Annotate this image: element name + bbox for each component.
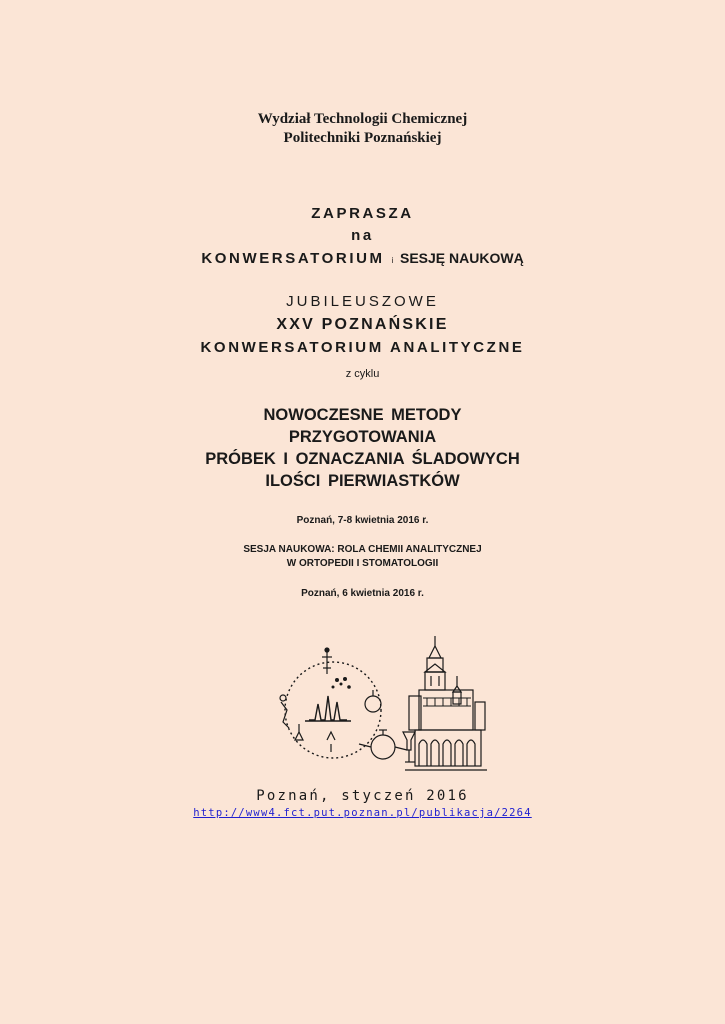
event-date: Poznań, 7-8 kwietnia 2016 r.	[296, 515, 429, 526]
series-label: z cyklu	[345, 368, 380, 380]
publication-link[interactable]: http://www4.fct.put.poznan.pl/publikacja/2264	[193, 807, 532, 819]
arcades	[415, 730, 481, 766]
series-title-line1: NOWOCZESNE METODY	[263, 406, 462, 424]
session-title-line2: W ORTOPEDII I STOMATOLOGII	[286, 558, 439, 569]
session-date: Poznań, 6 kwietnia 2016 r.	[301, 588, 424, 599]
faculty-name: Wydział Technologii Chemicznej	[257, 111, 468, 127]
jubilee-label: JUBILEUSZOWE	[286, 293, 439, 310]
cluster-top	[332, 677, 351, 689]
chemistry-poznan-town-hall-illustration	[275, 632, 490, 774]
jubilee-edition: XXV POZNAŃSKIE	[276, 316, 449, 333]
series-title-line2: PRZYGOTOWANIA	[288, 428, 437, 446]
series-title-line3: PRÓBEK I OZNACZANIA ŚLADOWYCH	[205, 450, 520, 468]
invite-event-line	[0, 248, 725, 271]
burner-icon	[322, 648, 332, 674]
bottom-center-figure	[327, 732, 335, 752]
dotted-cycle-circle	[285, 662, 381, 758]
bottom-left-figure	[295, 724, 303, 740]
distillation-flask-icon	[359, 730, 407, 759]
invite-i: i	[391, 256, 394, 265]
town-hall-building	[405, 636, 487, 770]
series-title-line4: ILOŚCI PIERWIASTKÓW	[265, 472, 460, 490]
invite-sesja-naukowa: SESJĘ NAUKOWĄ	[400, 250, 524, 266]
invite-zaprasza: ZAPRASZA	[311, 205, 414, 222]
facade-windows	[423, 698, 471, 706]
chromatogram-peaks	[305, 696, 351, 721]
footer-city-date: Poznań, styczeń 2016	[256, 788, 469, 804]
erlenmeyer-icon	[403, 732, 415, 762]
university-name: Politechniki Poznańskiej	[283, 130, 442, 146]
left-figure	[280, 695, 289, 728]
invite-konwersatorium: KONWERSATORIUM	[201, 250, 385, 267]
invite-na: na	[351, 227, 374, 244]
jubilee-konwersatorium: KONWERSATORIUM ANALITYCZNE	[200, 339, 525, 356]
round-flask-icon	[365, 690, 381, 712]
session-title-line1: SESJA NAUKOWA: ROLA CHEMII ANALITYCZNEJ	[243, 544, 482, 555]
